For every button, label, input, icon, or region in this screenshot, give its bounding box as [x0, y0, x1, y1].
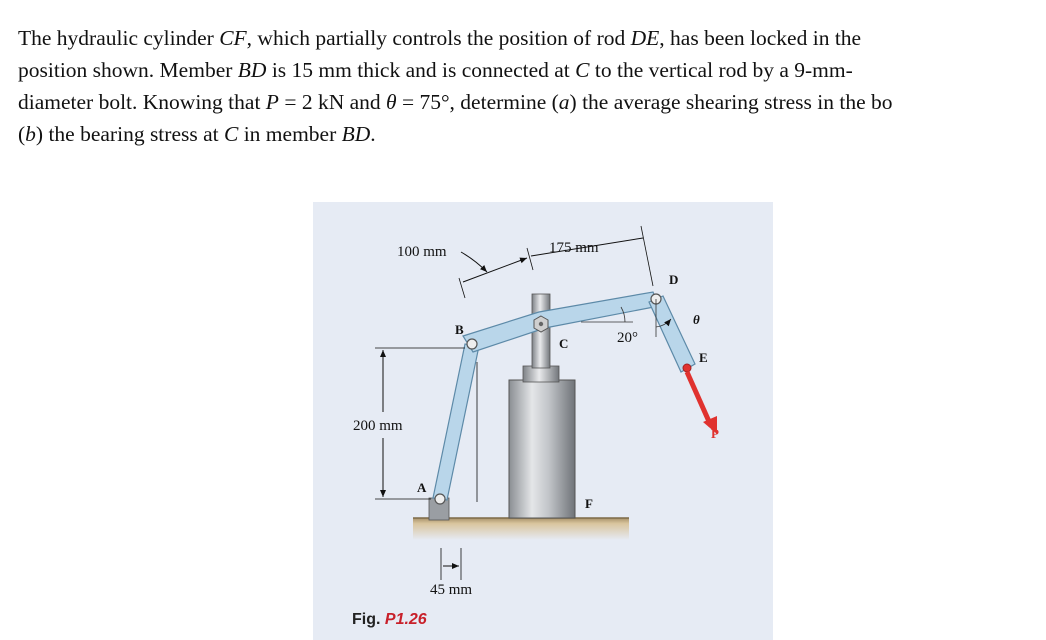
pin-e [683, 364, 691, 372]
label-a: A [417, 480, 427, 495]
angle-20-label: 20° [617, 330, 638, 346]
label-p: P [711, 426, 719, 441]
member-ab [433, 344, 479, 500]
label-e: E [699, 350, 708, 365]
label-c: C [559, 336, 569, 351]
figure-panel [313, 202, 773, 640]
hydraulic-cylinder-body [509, 380, 575, 518]
dim-100-leader [461, 252, 487, 272]
dim-175-ext-d [641, 226, 653, 286]
dim-175-ext-c [527, 248, 533, 270]
problem-line-4: (b) the bearing stress at C in member BD. [18, 122, 376, 146]
problem-statement [18, 22, 1046, 150]
dim-200-label: 200 mm [353, 418, 403, 434]
ground [413, 518, 629, 540]
dim-175-label: 175 mm [549, 240, 599, 256]
load-p-shaft [687, 372, 711, 426]
problem-line-1: The hydraulic cylinder CF, which partially controls the position of rod DE, has been locked in the [18, 26, 862, 50]
mechanism-diagram [313, 202, 773, 640]
label-f: F [585, 496, 593, 511]
dim-45-label: 45 mm [430, 582, 473, 598]
bolt-c-center [539, 322, 543, 326]
dim-100-line [463, 258, 527, 282]
problem-line-3: diameter bolt. Knowing that P = 2 kN and θ = 75°, determine (a) the average shearing stress in the bo [18, 90, 893, 114]
label-b: B [455, 322, 464, 337]
label-theta: θ [693, 312, 700, 327]
dim-100-label: 100 mm [397, 244, 447, 260]
figure-caption: Fig. P1.26 [352, 611, 427, 628]
label-d: D [669, 272, 679, 287]
dim-100-ext-b [459, 278, 465, 298]
pin-a [435, 494, 445, 504]
pin-b [467, 339, 477, 349]
problem-line-2: position shown. Member BD is 15 mm thick and is connected at C to the vertical rod by a 9-mm- [18, 58, 853, 82]
